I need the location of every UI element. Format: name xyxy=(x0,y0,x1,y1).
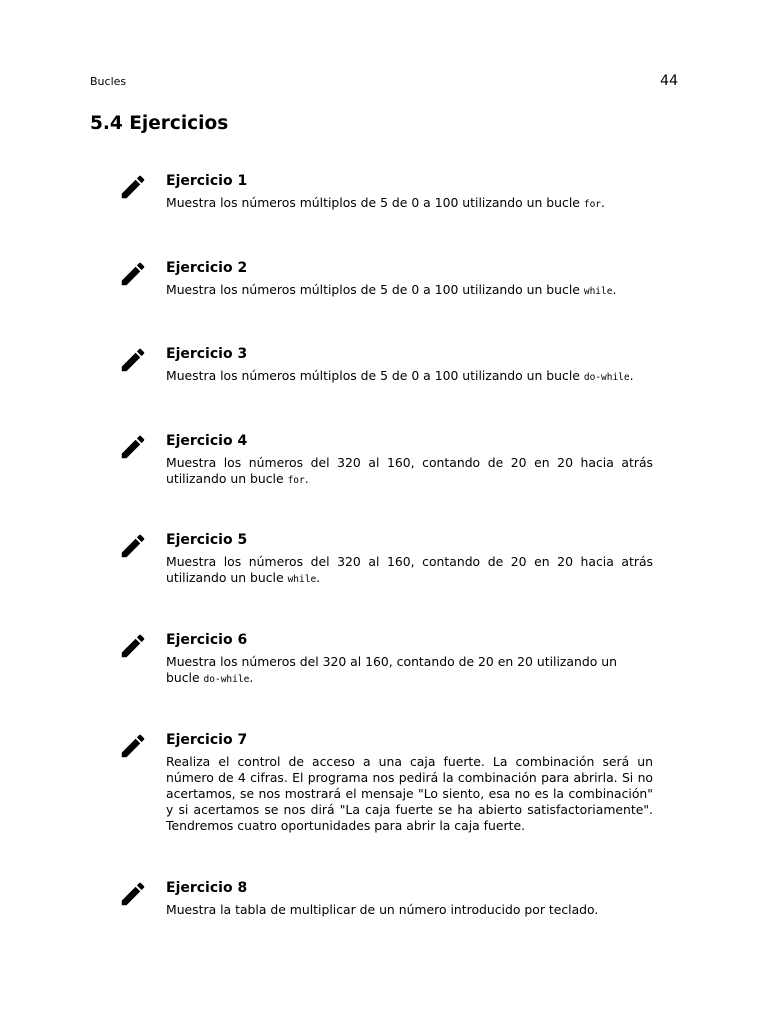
exercise-statement: Muestra la tabla de multiplicar de un número introducido por teclado. xyxy=(166,902,599,917)
exercise-statement: Muestra los números múltiplos de 5 de 0 a 100 utilizando un bucle xyxy=(166,195,584,210)
exercise-statement: Muestra los números múltiplos de 5 de 0 a 100 utilizando un bucle xyxy=(166,368,584,383)
code-keyword: do-while xyxy=(583,372,630,383)
exercise-content xyxy=(166,432,653,489)
code-keyword: for xyxy=(287,475,305,486)
exercise-text xyxy=(166,282,653,300)
code-keyword: while xyxy=(287,574,317,585)
exercise-statement: Muestra los números múltiplos de 5 de 0 a 100 utilizando un bucle xyxy=(166,282,584,297)
exercise-text xyxy=(166,455,653,489)
exercise-text xyxy=(166,654,653,688)
pencil-icon xyxy=(118,345,148,375)
exercise-title: Ejercicio 6 xyxy=(166,632,248,648)
pencil-icon xyxy=(118,631,148,661)
exercise-text xyxy=(166,754,653,834)
exercise-statement: Muestra los números del 320 al 160, contando de 20 en 20 hacia atrás utilizando un bucle xyxy=(166,455,653,486)
exercise-content xyxy=(166,731,653,834)
exercise-content xyxy=(166,879,653,918)
pencil-icon xyxy=(118,432,148,462)
exercise-suffix: . xyxy=(249,670,254,685)
exercise-title: Ejercicio 2 xyxy=(166,260,248,276)
exercise-text xyxy=(166,554,653,588)
exercise-title: Ejercicio 3 xyxy=(166,346,248,362)
exercise-text xyxy=(166,368,653,386)
exercise-suffix: . xyxy=(304,471,309,486)
exercise-content xyxy=(166,345,653,386)
exercise-title: Ejercicio 5 xyxy=(166,532,248,548)
exercise-suffix: . xyxy=(612,282,617,297)
exercise-title: Ejercicio 1 xyxy=(166,173,248,189)
exercise-content xyxy=(166,631,653,688)
exercise-text xyxy=(166,195,653,213)
exercise-text xyxy=(166,902,653,918)
pencil-icon xyxy=(118,259,148,289)
exercise-content xyxy=(166,172,653,213)
page-number: 44 xyxy=(660,73,678,89)
exercise-suffix: . xyxy=(629,368,634,383)
exercise-content xyxy=(166,531,653,588)
exercise-suffix: . xyxy=(316,570,321,585)
section-title: 5.4 Ejercicios xyxy=(90,113,229,134)
exercise-statement: Muestra los números del 320 al 160, contando de 20 en 20 hacia atrás utilizando un bucle xyxy=(166,554,653,585)
exercise-title: Ejercicio 4 xyxy=(166,433,248,449)
pencil-icon xyxy=(118,531,148,561)
exercise-statement: Realiza el control de acceso a una caja fuerte. La combinación será un número de 4 cifras. El programa nos pedirá la combinación para abrirla. Si no acertamos, se nos mostrará el mensaje "Lo siento, esa no es la combinación" y si acertamos se nos dirá "La caja fuerte se ha abierto satisfactoriamente". Tendremos cuatro oportunidades para abrir la caja fuerte. xyxy=(166,754,653,833)
pencil-icon xyxy=(118,879,148,909)
exercise-title: Ejercicio 7 xyxy=(166,732,248,748)
code-keyword: for xyxy=(583,199,602,210)
pencil-icon xyxy=(118,731,148,761)
exercise-suffix: . xyxy=(601,195,605,210)
exercise-title: Ejercicio 8 xyxy=(166,880,248,896)
running-header: Bucles xyxy=(90,75,127,88)
exercise-content xyxy=(166,259,653,300)
code-keyword: while xyxy=(583,286,613,297)
code-keyword: do-while xyxy=(203,674,250,685)
exercise-statement: Muestra los números del 320 al 160, contando de 20 en 20 utilizando un bucle xyxy=(166,654,617,685)
pencil-icon xyxy=(118,172,148,202)
